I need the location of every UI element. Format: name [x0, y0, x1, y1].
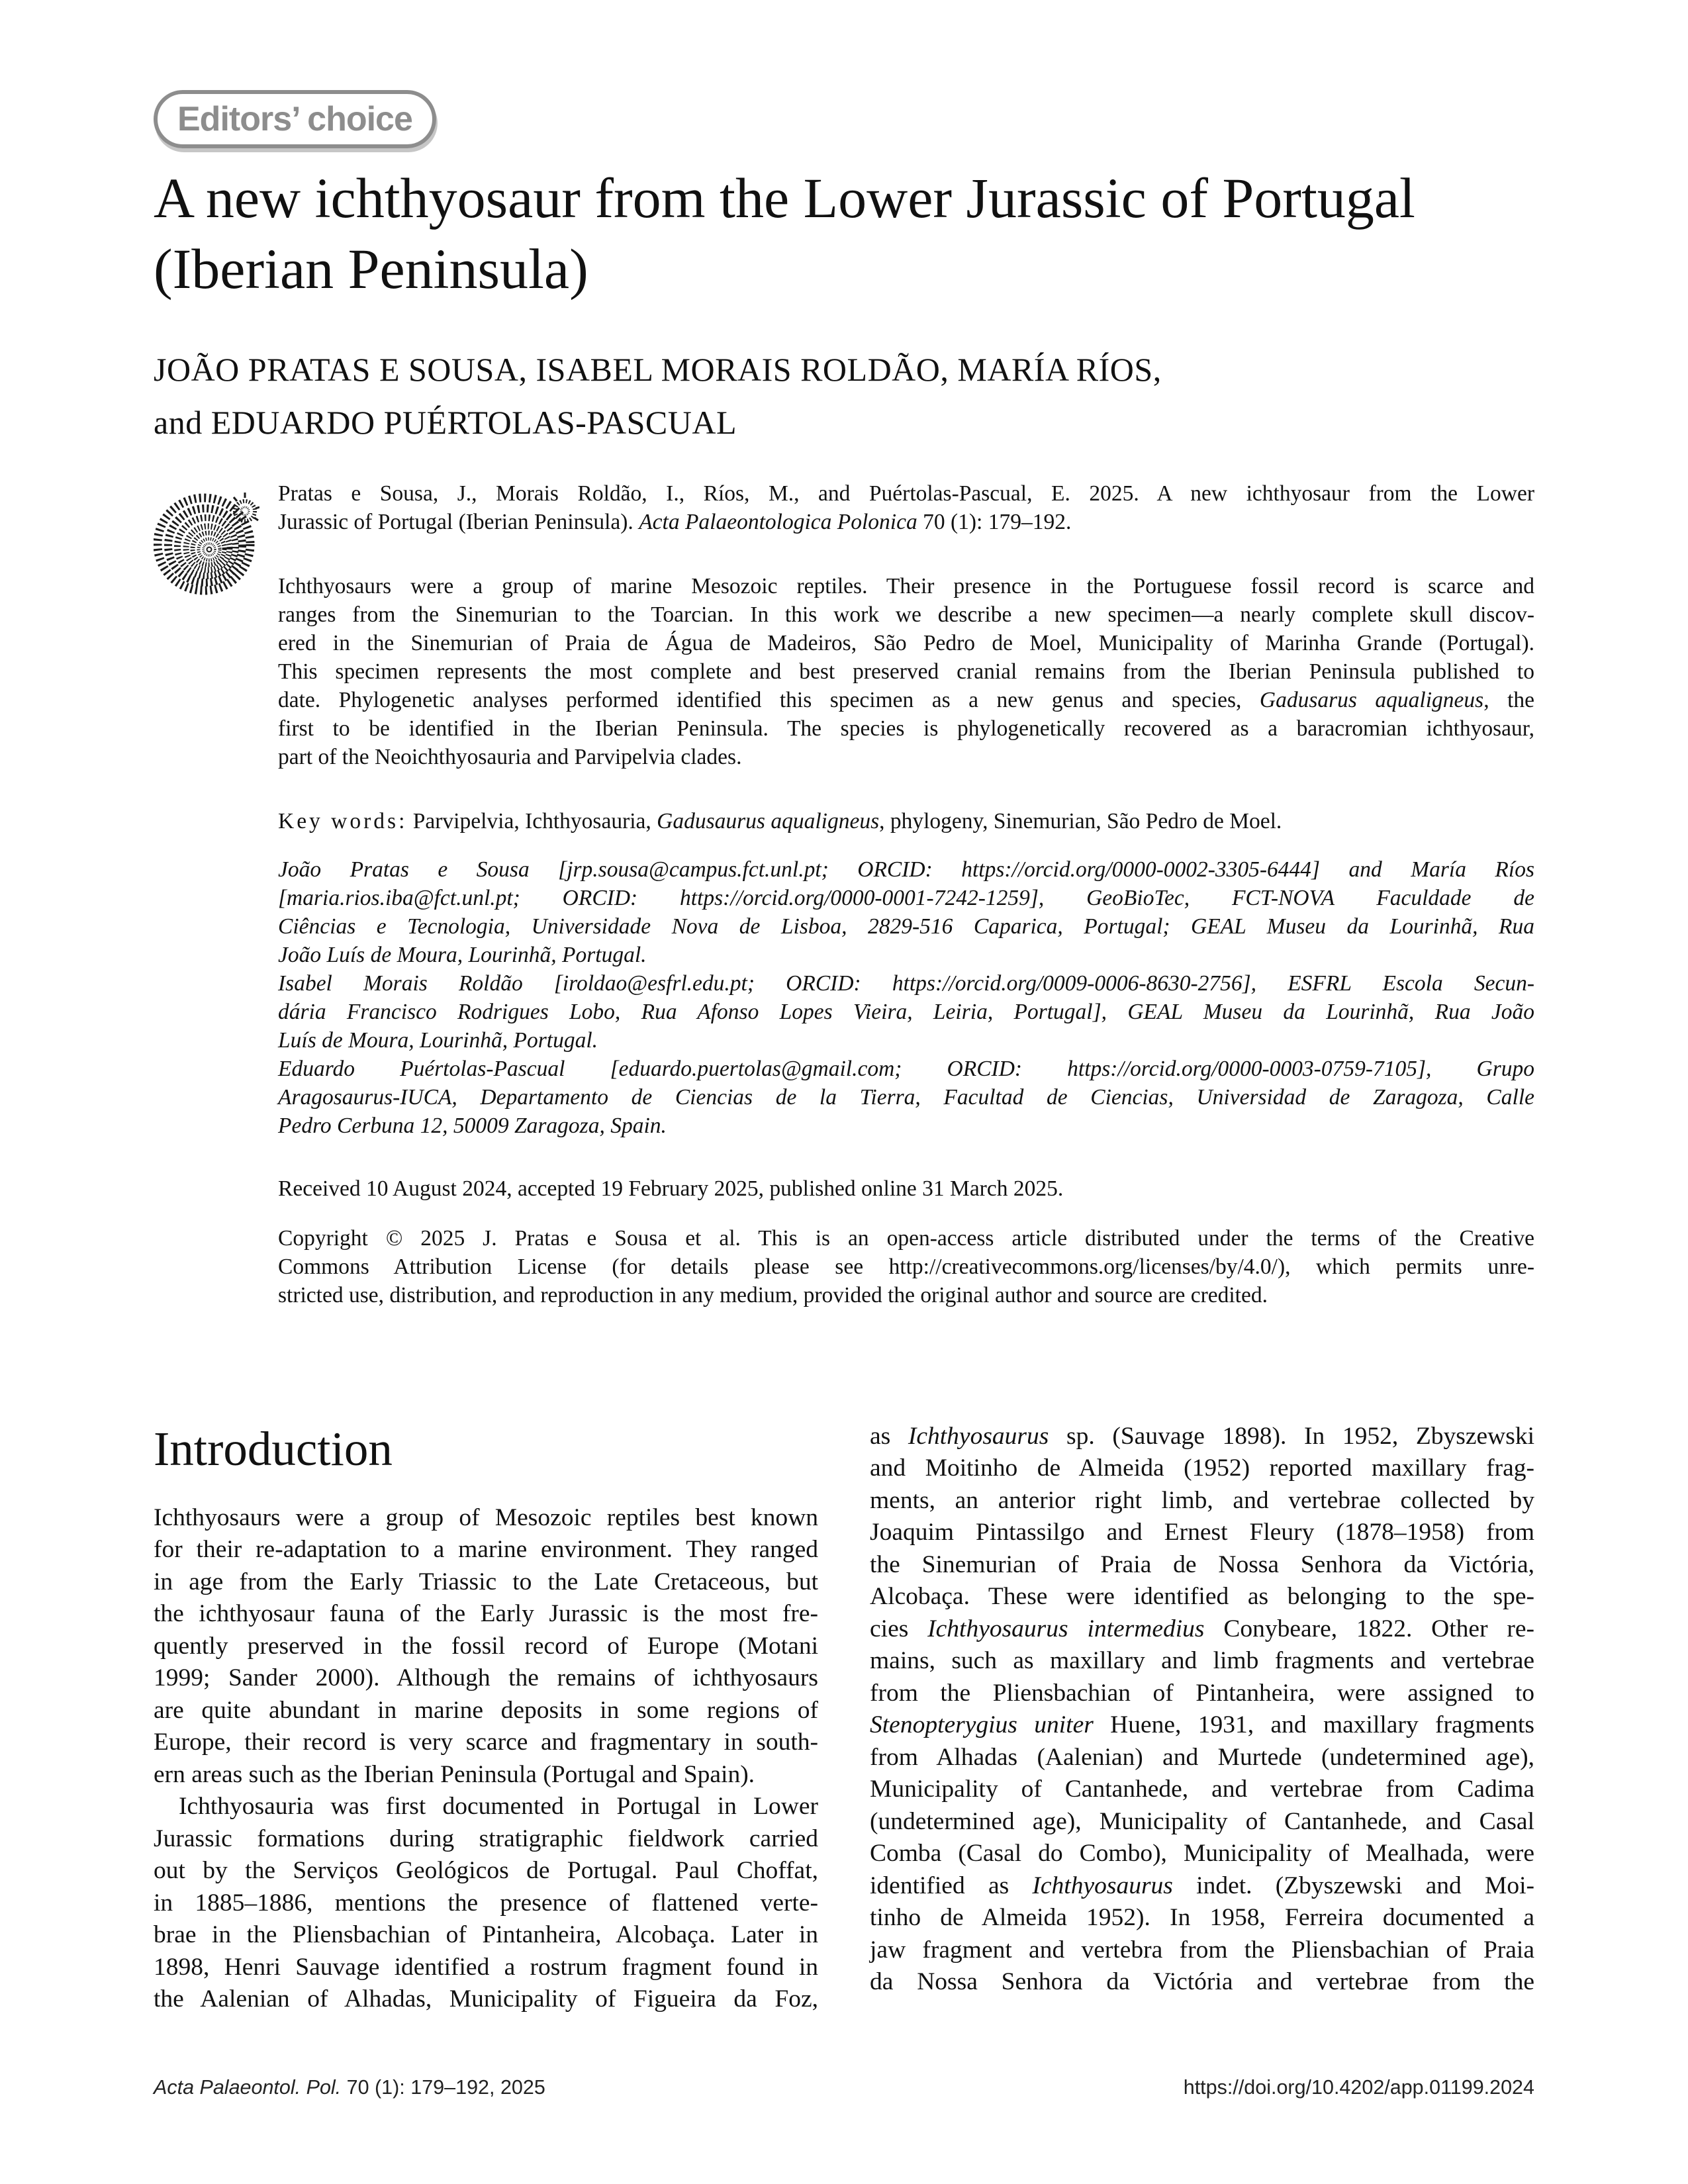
article-title-line2: (Iberian Peninsula) — [154, 237, 588, 301]
abstract-paragraph: Ichthyosaurs were a group of marine Mesozoic reptiles. Their presence in the Portuguese fossil record is scarce and ranges from the Sinemurian to the Toarcian. In this work we describe a new specimen—a nearly complete skull discov- ered in the Sinemurian of Praia de Água de Madeiros, São Pedro de Moel, Municipality of Marinha Grande (Portugal). This specimen represents the most complete and best preserved cranial remains from the Iberian Peninsula published to date. Phylogenetic analyses performed identified this specimen as a new genus and species, Gadusarus aqualigneus, the first to be identified in the Iberian Peninsula. The species is phylogenetically recovered as a baracromian ichthyosaur, part of the Neoichthyosauria and Parvipelvia clades. — [278, 573, 1534, 769]
ammonite-logo-icon — [154, 482, 259, 596]
address-pratas-rios: João Pratas e Sousa [jrp.sousa@campus.fct.unl.pt; ORCID: https://orcid.org/0000-0002-3305-6444] and María Ríos [maria.rios.iba@fct.unl.pt; ORCID: https://orcid.org/0000-0001-7242-1259], GeoBioTec, FCT-NOVA Faculdade de Ciências e Tecnologia, Universidade Nova de Lisboa, 2829-516 Caparica, Portugal; GEAL Museu da Lourinhã, Rua João Luís de Moura, Lourinhã, Portugal. — [278, 857, 1534, 967]
page-footer — [154, 2076, 1534, 2099]
keywords-line: Key words: Parvipelvia, Ichthyosauria, Gadusaurus aqualigneus, phylogeny, Sinemurian, São Pedro de Moel. — [278, 808, 1282, 833]
introduction-heading: Introduction — [154, 1421, 393, 1476]
footer-journal-reference: Acta Palaeontol. Pol. 70 (1): 179–192, 2025 — [154, 2076, 545, 2099]
author-addresses — [278, 855, 1534, 1140]
left-column — [154, 1421, 818, 2016]
right-column — [870, 1421, 1534, 2016]
address-roldao: Isabel Morais Roldão [iroldao@esfrl.edu.pt; ORCID: https://orcid.org/0009-0006-8630-2756], ESFRL Escola Secun- dária Francisco Rodrigues Lobo, Rua Afonso Lopes Vieira, Leiria, Portugal], GEAL Museu da Lourinhã, Rua João Luís de Moura, Lourinhã, Portugal. — [278, 971, 1534, 1053]
author-list — [154, 343, 1534, 449]
article-title-line1: A new ichthyosaur from the Lower Jurassic of Portugal — [154, 166, 1415, 230]
article-title — [154, 163, 1534, 305]
two-column-body — [154, 1421, 1534, 2016]
address-puertolas: Eduardo Puértolas-Pascual [eduardo.puertolas@gmail.com; ORCID: https://orcid.org/0000-0003-0759-7105], Grupo Aragosaurus-IUCA, Departamento de Ciencias de la Tierra, Facultad de Ciencias, Universidad de Zaragoza, Calle Pedro Cerbuna 12, 50009 Zaragoza, Spain. — [278, 1056, 1534, 1138]
front-matter — [278, 479, 1534, 1309]
citation-paragraph: Pratas e Sousa, J., Morais Roldão, I., Ríos, M., and Puértolas-Pascual, E. 2025. A new ichthyosaur from the Lower Jurassic of Portugal (Iberian Peninsula). Acta Palaeontologica Polonica 70 (1): 179–192. — [278, 481, 1534, 534]
copyright-paragraph: Copyright © 2025 J. Pratas e Sousa et al. This is an open-access article distributed under the terms of the Creative Commons Attribution License (for details please see http://creativecommons.org/licenses/by/4.0/), which permits unre- stricted use, distribution, and reproduction in any medium, provided the original author and source are credited. — [278, 1225, 1534, 1307]
editors-choice-label: Editors’ choice — [177, 100, 412, 138]
editors-choice-badge — [154, 90, 436, 148]
author-list-line2: and EDUARDO PUÉRTOLAS-PASCUAL — [154, 403, 737, 441]
intro-paragraph-1: Ichthyosaurs were a group of Mesozoic reptiles best known for their re-adaptation to a marine environment. They ranged in age from the Early Triassic to the Late Cretaceous, but the ichthyosaur fauna of the Early Jurassic is the most fre- quently preserved in the fossil record of Europe (Motani 1999; Sander 2000). Although the remains of ichthyosaurs are quite abundant in marine deposits in some regions of Europe, their record is very scarce and fragmentary in south- ern areas such as the Iberian Peninsula (Portugal and Spain). — [154, 1503, 818, 1788]
author-list-line1: JOÃO PRATAS E SOUSA, ISABEL MORAIS ROLDÃO, MARÍA RÍOS, — [154, 350, 1162, 388]
received-line: Received 10 August 2024, accepted 19 February 2025, published online 31 March 2025. — [278, 1176, 1064, 1201]
footer-doi: https://doi.org/10.4202/app.01199.2024 — [1183, 2076, 1534, 2099]
intro-paragraph-2: Ichthyosauria was first documented in Portugal in Lower Jurassic formations during stratigraphic fieldwork carried out by the Serviços Geológicos de Portugal. Paul Choffat, in 1885–1886, mentions the presence of flattened verte- brae in the Pliensbachian of Pintanheira, Alcobaça. Later in 1898, Henri Sauvage identified a rostrum fragment found in the Aalenian of Alhadas, Municipality of Figueira da Foz, — [154, 1793, 818, 2013]
intro-paragraph-2-continued: as Ichthyosaurus sp. (Sauvage 1898). In 1952, Zbyszewski and Moitinho de Almeida (1952) reported maxillary frag- ments, an anterior right limb, and vertebrae collected by Joaquim Pintassilgo and Ernest Fleury (1878–1958) from the Sinemurian of Praia de Nossa Senhora da Victória, Alcobaça. These were identified as belonging to the spe- cies Ichthyosaurus intermedius Conybeare, 1822. Other re- mains, such as maxillary and limb fragments and vertebrae from the Pliensbachian of Pintanheira, were assigned to Stenopterygius uniter Huene, 1931, and maxillary fragments from Alhadas (Aalenian) and Murtede (undetermined age), Municipality of Cantanhede, and vertebrae from Cadima (undetermined age), Municipality of Cantanhede, and Casal Comba (Casal do Combo), Municipality of Mealhada, were identified as Ichthyosaurus indet. (Zbyszewski and Moi- tinho de Almeida 1952). In 1958, Ferreira documented a jaw fragment and vertebra from the Pliensbachian of Praia da Nossa Senhora da Victória and vertebrae from the — [870, 1422, 1535, 1996]
